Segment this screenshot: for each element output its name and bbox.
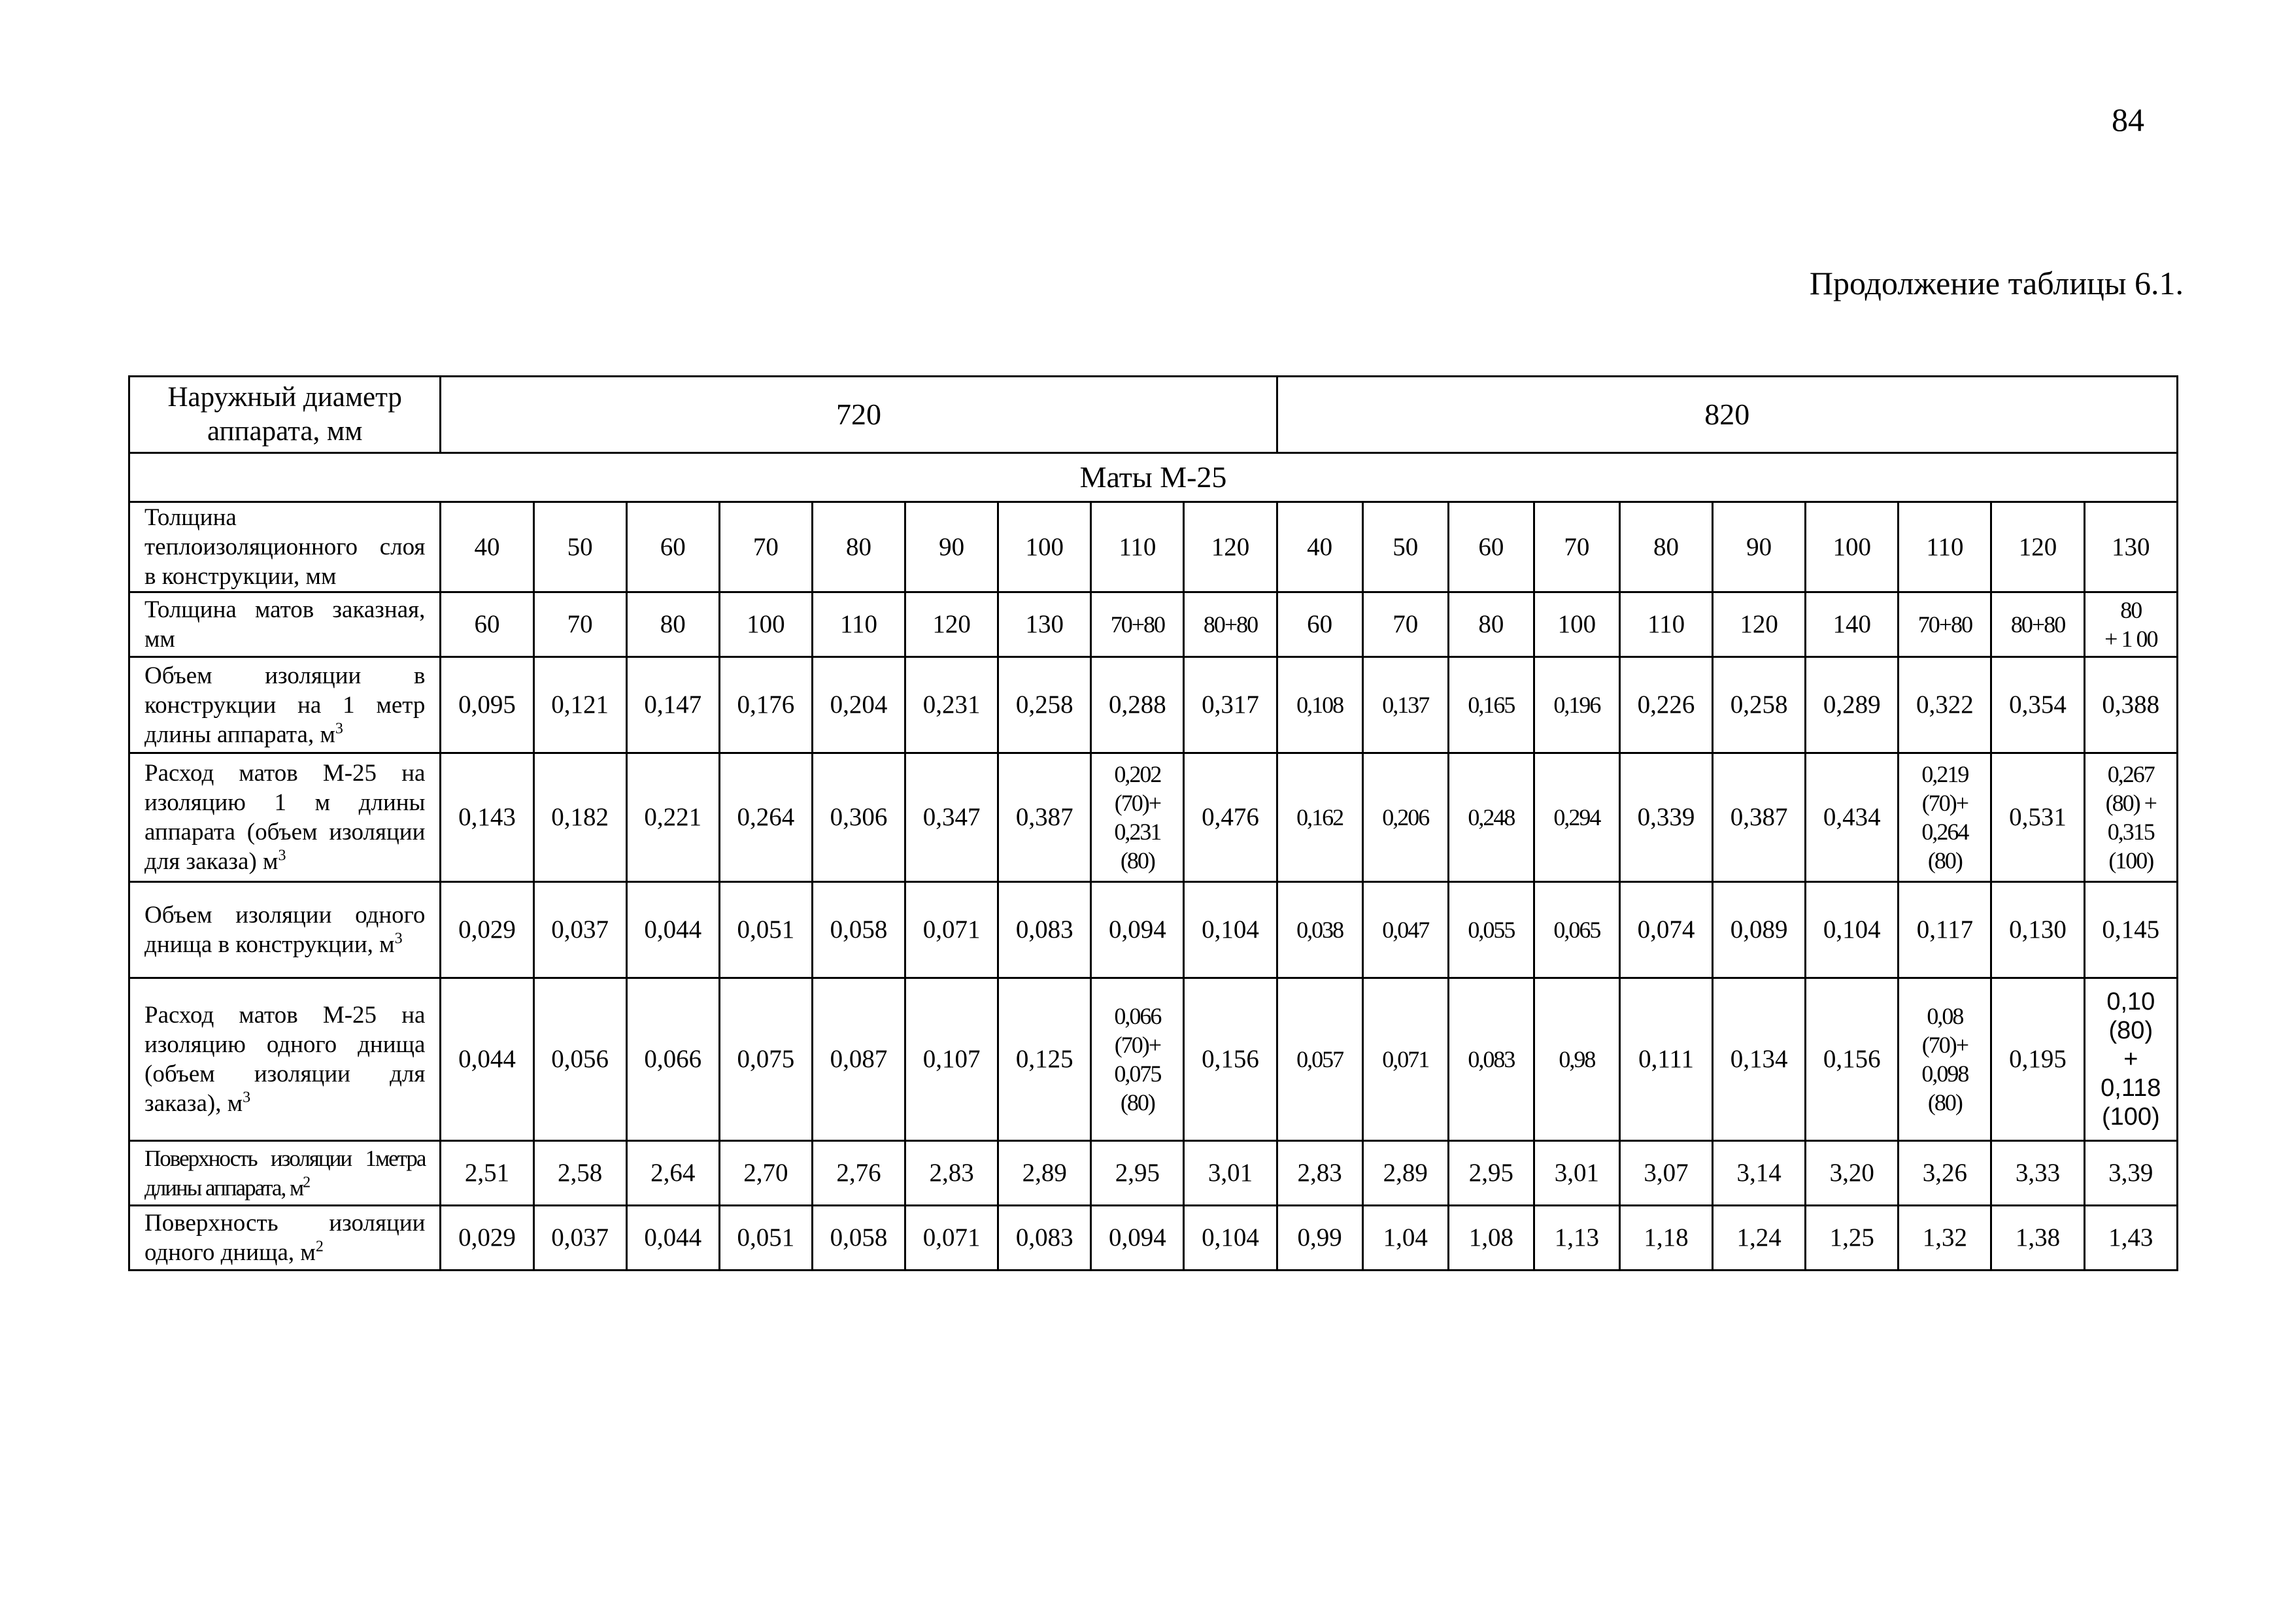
table-cell: 0,055 — [1448, 882, 1534, 978]
row-label — [129, 502, 441, 592]
table-cell: 130 — [2084, 502, 2177, 592]
table-cell: 0,125 — [998, 978, 1091, 1141]
table-cell: 70 — [719, 502, 812, 592]
table-cell: 0,204 — [812, 657, 905, 753]
table-cell: 0,104 — [1184, 882, 1277, 978]
insulation-table-container — [128, 375, 2178, 1271]
table-cell: 2,76 — [812, 1141, 905, 1206]
diameter-820-header: 820 — [1277, 377, 2177, 453]
table-cell: 0,354 — [1991, 657, 2084, 753]
table-cell: 3,39 — [2084, 1141, 2177, 1206]
table-cell: 0,089 — [1713, 882, 1806, 978]
table-cell: 110 — [1091, 502, 1184, 592]
table-cell: 0,074 — [1619, 882, 1712, 978]
table-cell: 0,095 — [441, 657, 533, 753]
table-cell: 70+80 — [1899, 592, 1991, 657]
ordered-mat-thickness-row — [129, 592, 2178, 657]
table-cell: 1,38 — [1991, 1206, 2084, 1271]
table-cell: 3,01 — [1184, 1141, 1277, 1206]
table-cell: 2,89 — [998, 1141, 1091, 1206]
table-cell: 0,231 — [905, 657, 998, 753]
table-cell: 0,087 — [812, 978, 905, 1141]
table-cell: 0,044 — [626, 882, 719, 978]
table-cell: 3,20 — [1806, 1141, 1899, 1206]
layer-thickness-row — [129, 502, 2178, 592]
table-cell: 100 — [998, 502, 1091, 592]
table-cell: 110 — [1619, 592, 1712, 657]
row-label — [129, 592, 441, 657]
table-cell: 0,258 — [998, 657, 1091, 753]
table-cell: 0,047 — [1362, 882, 1448, 978]
row-label — [129, 657, 441, 753]
table-cell: 50 — [1362, 502, 1448, 592]
table-cell: 0,029 — [441, 1206, 533, 1271]
row-label-text: Толщина матов заказная, мм — [144, 596, 426, 653]
table-cell: 0,10 (80) + 0,118 (100) — [2084, 978, 2177, 1141]
row-label — [129, 978, 441, 1141]
table-cell: 0,143 — [441, 753, 533, 882]
table-cell: 0,083 — [1448, 978, 1534, 1141]
table-cell: 60 — [1277, 592, 1362, 657]
table-cell: 0,182 — [533, 753, 626, 882]
table-cell: 0,145 — [2084, 882, 2177, 978]
table-cell: 0,219 (70)+ 0,264 (80) — [1899, 753, 1991, 882]
table-cell: 0,531 — [1991, 753, 2084, 882]
row-label-text: Расход матов М-25 на изоляцию 1 м длины аппарата (объем изоляции для заказа) м — [144, 760, 426, 875]
row-label — [129, 882, 441, 978]
table-cell: 0,029 — [441, 882, 533, 978]
table-cell: 0,99 — [1277, 1206, 1362, 1271]
row-label — [129, 1141, 441, 1206]
table-cell: 0,066 (70)+ 0,075 (80) — [1091, 978, 1184, 1141]
table-cell: 0,258 — [1713, 657, 1806, 753]
table-cell: 0,104 — [1184, 1206, 1277, 1271]
table-cell: 0,147 — [626, 657, 719, 753]
table-cell: 2,64 — [626, 1141, 719, 1206]
table-cell: 1,25 — [1806, 1206, 1899, 1271]
row-label-text: Объем изоляции в конструкции на 1 метр длины аппарата, м — [144, 662, 426, 748]
table-cell: 100 — [719, 592, 812, 657]
table-cell: 70 — [1534, 502, 1619, 592]
table-cell: 0,317 — [1184, 657, 1277, 753]
table-cell: 0,221 — [626, 753, 719, 882]
table-cell: 100 — [1806, 502, 1899, 592]
table-cell: 1,04 — [1362, 1206, 1448, 1271]
table-cell: 60 — [1448, 502, 1534, 592]
table-cell: 0,094 — [1091, 1206, 1184, 1271]
table-cell: 0,388 — [2084, 657, 2177, 753]
table-caption: Продолжение таблицы 6.1. — [1809, 265, 2184, 301]
table-cell: 80 + 1 00 — [2084, 592, 2177, 657]
table-cell: 3,33 — [1991, 1141, 2084, 1206]
table-cell: 0,104 — [1806, 882, 1899, 978]
table-cell: 0,083 — [998, 882, 1091, 978]
mat-consumption-per-meter-row — [129, 753, 2178, 882]
table-cell: 90 — [1713, 502, 1806, 592]
table-cell: 0,051 — [719, 1206, 812, 1271]
table-cell: 0,044 — [441, 978, 533, 1141]
table-cell: 0,196 — [1534, 657, 1619, 753]
table-cell: 0,108 — [1277, 657, 1362, 753]
table-cell: 0,156 — [1184, 978, 1277, 1141]
unit-exponent: 3 — [394, 930, 403, 947]
table-cell: 80 — [1448, 592, 1534, 657]
table-cell: 0,322 — [1899, 657, 1991, 753]
table-cell: 2,70 — [719, 1141, 812, 1206]
volume-per-meter-row — [129, 657, 2178, 753]
table-cell: 0,206 — [1362, 753, 1448, 882]
table-cell: 1,13 — [1534, 1206, 1619, 1271]
row-label-text: Объем изоляции одного днища в конструкции, м — [144, 902, 426, 958]
table-cell: 80 — [812, 502, 905, 592]
table-cell: 0,264 — [719, 753, 812, 882]
header-row — [129, 377, 2178, 453]
table-cell: 0,057 — [1277, 978, 1362, 1141]
table-cell: 0,267 (80) + 0,315 (100) — [2084, 753, 2177, 882]
page-number: 84 — [2112, 101, 2144, 138]
table-cell: 0,130 — [1991, 882, 2084, 978]
table-cell: 0,387 — [998, 753, 1091, 882]
table-cell: 100 — [1534, 592, 1619, 657]
mats-m25-subheader: Маты М-25 — [129, 453, 2178, 502]
table-cell: 0,111 — [1619, 978, 1712, 1141]
table-cell: 3,26 — [1899, 1141, 1991, 1206]
table-cell: 110 — [812, 592, 905, 657]
bottom-volume-row — [129, 882, 2178, 978]
table-cell: 70 — [1362, 592, 1448, 657]
table-cell: 60 — [626, 502, 719, 592]
table-cell: 0,065 — [1534, 882, 1619, 978]
table-cell: 0,288 — [1091, 657, 1184, 753]
table-cell: 120 — [1713, 592, 1806, 657]
table-cell: 0,226 — [1619, 657, 1712, 753]
table-cell: 0,071 — [905, 882, 998, 978]
table-cell: 0,071 — [905, 1206, 998, 1271]
table-cell: 0,038 — [1277, 882, 1362, 978]
table-cell: 0,083 — [998, 1206, 1091, 1271]
table-cell: 2,89 — [1362, 1141, 1448, 1206]
table-cell: 0,137 — [1362, 657, 1448, 753]
table-cell: 0,121 — [533, 657, 626, 753]
table-cell: 0,117 — [1899, 882, 1991, 978]
table-cell: 140 — [1806, 592, 1899, 657]
row-label-text: Поверхность изоляции одного днища, м — [144, 1210, 426, 1266]
table-cell: 0,434 — [1806, 753, 1899, 882]
table-cell: 0,071 — [1362, 978, 1448, 1141]
table-cell: 3,01 — [1534, 1141, 1619, 1206]
table-cell: 120 — [905, 592, 998, 657]
table-cell: 0,162 — [1277, 753, 1362, 882]
table-cell: 0,037 — [533, 882, 626, 978]
unit-exponent: 3 — [243, 1089, 251, 1106]
table-cell: 40 — [441, 502, 533, 592]
table-cell: 0,094 — [1091, 882, 1184, 978]
table-cell: 0,058 — [812, 882, 905, 978]
table-cell: 130 — [998, 592, 1091, 657]
unit-exponent: 2 — [315, 1238, 324, 1255]
table-cell: 80 — [626, 592, 719, 657]
table-cell: 120 — [1184, 502, 1277, 592]
table-cell: 50 — [533, 502, 626, 592]
table-cell: 0,306 — [812, 753, 905, 882]
table-cell: 0,339 — [1619, 753, 1712, 882]
table-cell: 0,476 — [1184, 753, 1277, 882]
table-cell: 3,14 — [1713, 1141, 1806, 1206]
table-cell: 120 — [1991, 502, 2084, 592]
table-cell: 0,134 — [1713, 978, 1806, 1141]
table-cell: 0,08 (70)+ 0,098 (80) — [1899, 978, 1991, 1141]
table-cell: 0,98 — [1534, 978, 1619, 1141]
table-cell: 0,066 — [626, 978, 719, 1141]
table-cell: 0,058 — [812, 1206, 905, 1271]
row-label-text: Расход матов М-25 на изоляцию одного днища (объем изоляции для заказа), м — [144, 1002, 426, 1117]
unit-exponent: 2 — [303, 1174, 310, 1191]
table-cell: 1,08 — [1448, 1206, 1534, 1271]
table-cell: 2,83 — [905, 1141, 998, 1206]
table-cell: 0,248 — [1448, 753, 1534, 882]
table-cell: 0,107 — [905, 978, 998, 1141]
table-cell: 110 — [1899, 502, 1991, 592]
table-cell: 70 — [533, 592, 626, 657]
unit-exponent: 3 — [335, 720, 343, 738]
table-cell: 60 — [441, 592, 533, 657]
unit-exponent: 3 — [278, 847, 286, 864]
table-cell: 1,24 — [1713, 1206, 1806, 1271]
table-cell: 1,18 — [1619, 1206, 1712, 1271]
table-cell: 0,165 — [1448, 657, 1534, 753]
table-cell: 2,83 — [1277, 1141, 1362, 1206]
row-label-text: Поверхность изоляции 1метра длины аппарата, м — [144, 1146, 426, 1201]
table-cell: 2,51 — [441, 1141, 533, 1206]
diameter-720-header: 720 — [441, 377, 1277, 453]
mats-subheader-row — [129, 453, 2178, 502]
table-cell: 70+80 — [1091, 592, 1184, 657]
row-label — [129, 1206, 441, 1271]
table-cell: 0,044 — [626, 1206, 719, 1271]
table-cell: 80+80 — [1991, 592, 2084, 657]
table-cell: 0,347 — [905, 753, 998, 882]
table-cell: 2,58 — [533, 1141, 626, 1206]
mat-consumption-bottom-row — [129, 978, 2178, 1141]
table-cell: 1,43 — [2084, 1206, 2177, 1271]
surface-per-meter-row — [129, 1141, 2178, 1206]
table-cell: 90 — [905, 502, 998, 592]
row-label-text: Толщина теплоизоляционного слоя в конструкции, мм — [144, 504, 426, 590]
table-cell: 80 — [1619, 502, 1712, 592]
table-body — [129, 377, 2178, 1271]
table-cell: 0,075 — [719, 978, 812, 1141]
table-cell: 2,95 — [1448, 1141, 1534, 1206]
table-cell: 0,289 — [1806, 657, 1899, 753]
table-cell: 0,056 — [533, 978, 626, 1141]
insulation-table — [128, 375, 2178, 1271]
table-cell: 2,95 — [1091, 1141, 1184, 1206]
table-cell: 1,32 — [1899, 1206, 1991, 1271]
table-cell: 0,202 (70)+ 0,231 (80) — [1091, 753, 1184, 882]
header-diameter-label: Наружный диаметр аппарата, мм — [129, 377, 441, 453]
table-cell: 0,387 — [1713, 753, 1806, 882]
table-cell: 0,195 — [1991, 978, 2084, 1141]
table-cell: 0,176 — [719, 657, 812, 753]
table-cell: 40 — [1277, 502, 1362, 592]
table-cell: 0,051 — [719, 882, 812, 978]
table-cell: 0,156 — [1806, 978, 1899, 1141]
row-label — [129, 753, 441, 882]
bottom-surface-row — [129, 1206, 2178, 1271]
table-cell: 3,07 — [1619, 1141, 1712, 1206]
table-cell: 0,037 — [533, 1206, 626, 1271]
table-cell: 80+80 — [1184, 592, 1277, 657]
table-cell: 0,294 — [1534, 753, 1619, 882]
